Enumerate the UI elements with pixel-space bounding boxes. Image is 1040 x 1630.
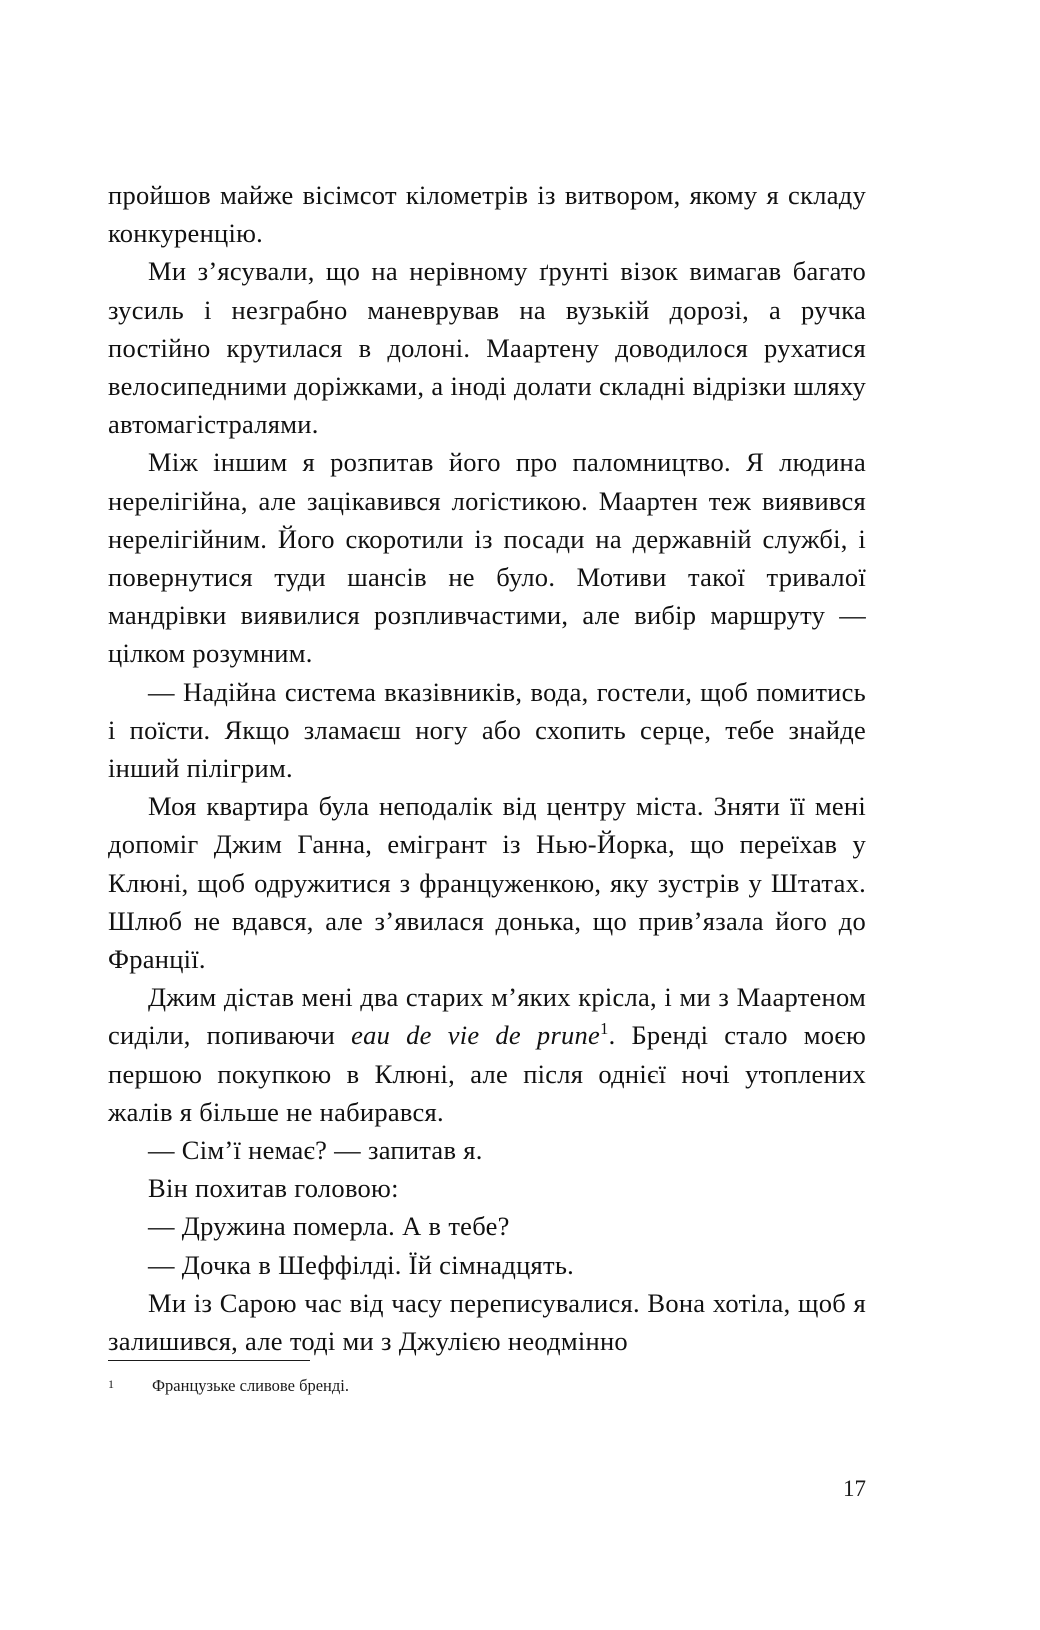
paragraph-6-part-2: . Бренді стало моєю першою покупкою в Клюні, але після однієї ночі утоплених жалів я більше не набирався.: [108, 1020, 867, 1127]
footnote-separator-rule: [108, 1360, 310, 1361]
footnote-area: [108, 1360, 866, 1397]
footnote-reference-1[interactable]: 1: [600, 1019, 609, 1039]
paragraph-9-dialogue: — Дружина померла. А в тебе?: [148, 1211, 510, 1242]
paragraph-2: Ми з’ясували, що на нерівному ґрунті візок вимагав багато зусиль і незграбно маневрував на вузькій дорозі, а ручка постійно крутилася в долоні. Маартену доводилося рухатися велосипедними доріжками, а іноді долати складні відрізки шляху автомагістралями.: [108, 256, 866, 440]
paragraph-10-dialogue: — Дочка в Шеффілді. Їй сімнадцять.: [148, 1249, 575, 1280]
body-text-block: [108, 176, 866, 1360]
paragraph-11: Ми із Сарою час від часу переписувалися. Вона хотіла, щоб я залишився, але тоді ми з Джулією неодмінно: [108, 1287, 866, 1357]
paragraph-1: пройшов майже вісімсот кілометрів із витвором, якому я складу конкуренцію.: [108, 180, 866, 249]
paragraph-3: Між іншим я розпитав його про паломництво. Я людина нерелігійна, але зацікавився логістикою. Маартен теж виявився нерелігійним. Його скоротили із посади на державній службі, і повернутися туди шансів не було. Мотиви такої тривалої мандрівки виявилися розпливчастими, але вибір маршруту — цілком розумним.: [108, 447, 866, 669]
foreign-phrase-italic: eau de vie de prune: [351, 1020, 601, 1051]
paragraph-7-dialogue: — Сім’ї немає? — запитав я.: [148, 1135, 483, 1166]
paragraph-6-with-footnote: [108, 978, 866, 1131]
footnote-marker-1: 1: [108, 1377, 114, 1391]
footnote-item-1: [108, 1375, 866, 1397]
footnote-text-1: Французьке сливове бренді.: [152, 1376, 349, 1395]
paragraph-5: Моя квартира була неподалік від центру міста. Зняти її мені допоміг Джим Ганна, емігрант із Нью-Йорка, що переїхав у Клюні, щоб одружитися з француженкою, яку зустрів у Штатах. Шлюб не вдався, але з’явилася донька, що прив’язала його до Франції.: [108, 791, 866, 975]
paragraph-4-dialogue: — Надійна система вказівників, вода, гостели, щоб помитись і поїсти. Якщо зламаєш ногу або схопить серце, тебе знайде інший пілігрим.: [108, 676, 866, 784]
paragraph-8-narration: Він похитав головою:: [148, 1173, 399, 1204]
page-number: 17: [843, 1476, 866, 1501]
paragraph-6-part-1: Джим дістав мені два старих м’яких крісла, і ми з Маартеном сиділи, попиваючи: [108, 982, 866, 1051]
